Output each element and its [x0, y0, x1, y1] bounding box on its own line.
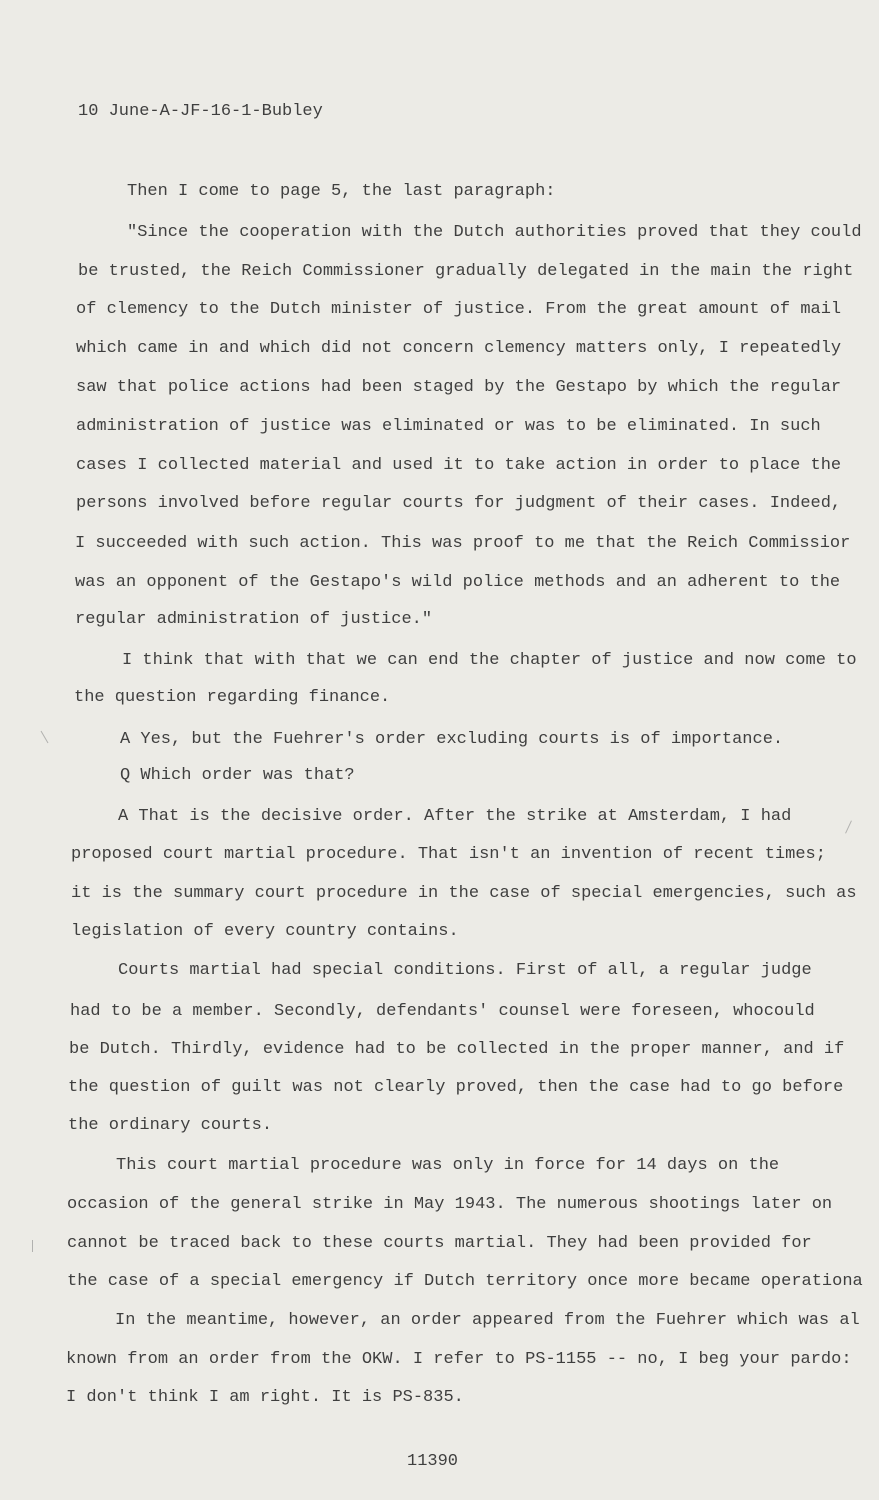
text-line: A That is the decisive order. After the strike at Amsterdam, I had [118, 807, 792, 826]
text-line: had to be a member. Secondly, defendants' counsel were foreseen, whocould [70, 1002, 815, 1021]
text-line: occasion of the general strike in May 1943. The numerous shootings later on [67, 1195, 833, 1214]
margin-mark [845, 820, 852, 833]
text-line: it is the summary court procedure in the case of special emergencies, such as [71, 884, 857, 903]
text-line: saw that police actions had been staged by the Gestapo by which the regular [76, 378, 842, 397]
text-line: the case of a special emergency if Dutch territory once more became operationa [67, 1272, 863, 1291]
text-line: administration of justice was eliminated or was to be eliminated. In such [76, 417, 821, 436]
text-line: the question regarding finance. [74, 688, 391, 707]
text-line: persons involved before regular courts for judgment of their cases. Indeed, [76, 494, 842, 513]
text-line: was an opponent of the Gestapo's wild police methods and an adherent to the [75, 573, 841, 592]
margin-mark [32, 1240, 33, 1252]
text-line: of clemency to the Dutch minister of justice. From the great amount of mail [76, 300, 842, 319]
document-header: 10 June-A-JF-16-1-Bubley [78, 102, 323, 121]
text-line: known from an order from the OKW. I refer to PS-1155 -- no, I beg your pardo: [66, 1350, 852, 1369]
text-line: the ordinary courts. [68, 1116, 273, 1135]
text-line: A Yes, but the Fuehrer's order excluding courts is of importance. [120, 730, 784, 749]
text-line: proposed court martial procedure. That isn't an invention of recent times; [71, 845, 826, 864]
text-line: cannot be traced back to these courts martial. They had been provided for [67, 1234, 812, 1253]
text-line: the question of guilt was not clearly proved, then the case had to go before [68, 1078, 844, 1097]
text-line: cases I collected material and used it to take action in order to place the [76, 456, 842, 475]
text-line: which came in and which did not concern clemency matters only, I repeatedly [76, 339, 842, 358]
text-line: I think that with that we can end the chapter of justice and now come to [122, 651, 857, 670]
text-line: Courts martial had special conditions. First of all, a regular judge [118, 961, 812, 980]
margin-mark [41, 731, 49, 744]
text-line: Then I come to page 5, the last paragraph: [127, 182, 556, 201]
text-line: I succeeded with such action. This was proof to me that the Reich Commissior [75, 534, 851, 553]
text-line: be Dutch. Thirdly, evidence had to be collected in the proper manner, and if [69, 1040, 845, 1059]
text-line: regular administration of justice." [75, 610, 433, 629]
text-line: This court martial procedure was only in force for 14 days on the [116, 1156, 780, 1175]
text-line: legislation of every country contains. [71, 922, 459, 941]
text-line: In the meantime, however, an order appeared from the Fuehrer which was al [115, 1311, 860, 1330]
text-line: Q Which order was that? [120, 766, 355, 785]
page-number: 11390 [407, 1452, 459, 1471]
text-line: I don't think I am right. It is PS-835. [66, 1388, 464, 1407]
text-line: "Since the cooperation with the Dutch authorities proved that they could [127, 223, 862, 242]
text-line: be trusted, the Reich Commissioner gradually delegated in the main the right [78, 262, 854, 281]
